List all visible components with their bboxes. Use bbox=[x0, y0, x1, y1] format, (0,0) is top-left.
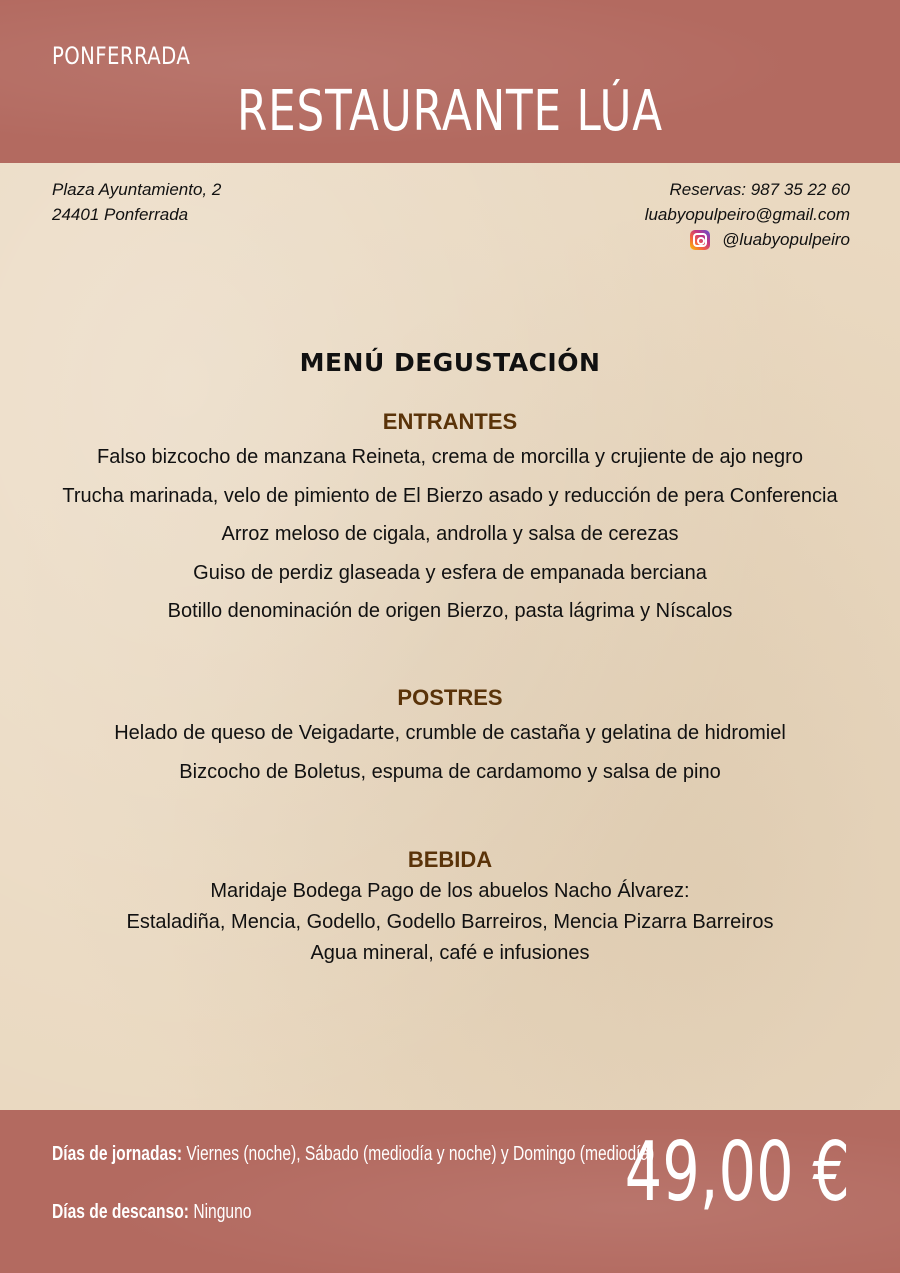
instagram-handle[interactable]: @luabyopulpeiro bbox=[722, 230, 850, 249]
address-line-1: Plaza Ayuntamiento, 2 bbox=[52, 180, 222, 199]
drink-item: Maridaje Bodega Pago de los abuelos Nacho Álvarez: bbox=[210, 880, 690, 902]
jornadas-value: Viernes (noche), Sábado (mediodía y noche) y Domingo (mediodía) bbox=[186, 1143, 655, 1165]
entrantes-list bbox=[0, 438, 900, 631]
header-band bbox=[0, 0, 900, 163]
dish-item: Arroz meloso de cigala, androlla y salsa de cerezas bbox=[221, 523, 679, 545]
phone-text: Reservas: 987 35 22 60 bbox=[669, 180, 850, 199]
price-tag: 49,00 € bbox=[624, 1125, 850, 1220]
drink-item: Estaladiña, Mencia, Godello, Godello Barreiros, Mencia Pizarra Barreiros bbox=[126, 911, 774, 933]
email-link[interactable]: luabyopulpeiro@gmail.com bbox=[644, 205, 850, 224]
postres-list bbox=[0, 714, 900, 791]
address-block bbox=[52, 177, 221, 227]
drink-item: Agua mineral, café e infusiones bbox=[310, 942, 590, 964]
section-heading-postres: POSTRES bbox=[397, 685, 503, 710]
section-heading-entrantes: ENTRANTES bbox=[382, 409, 518, 434]
dish-item: Helado de queso de Veigadarte, crumble de castaña y gelatina de hidromiel bbox=[114, 722, 786, 744]
dish-item: Bizcocho de Boletus, espuma de cardamomo y salsa de pino bbox=[179, 760, 721, 783]
restaurant-name-text: RESTAURANTE LÚA bbox=[237, 79, 663, 144]
bebida-list bbox=[0, 876, 900, 969]
contact-block bbox=[645, 177, 850, 252]
section-heading-bebida: BEBIDA bbox=[407, 847, 493, 872]
descanso-value: Ninguno bbox=[193, 1201, 252, 1223]
descanso-line bbox=[52, 1201, 251, 1224]
descanso-label: Días de descanso: bbox=[52, 1201, 189, 1223]
jornadas-line bbox=[52, 1143, 654, 1166]
instagram-icon bbox=[690, 230, 710, 250]
dish-item: Falso bizcocho de manzana Reineta, crema de morcilla y crujiente de ajo negro bbox=[97, 446, 803, 468]
instagram-row[interactable] bbox=[645, 227, 850, 252]
menu-title: MENÚ DEGUSTACIÓN bbox=[299, 348, 601, 377]
dish-item: Guiso de perdiz glaseada y esfera de empanada berciana bbox=[193, 561, 707, 584]
dish-item: Botillo denominación de origen Bierzo, pasta lágrima y Níscalos bbox=[167, 600, 733, 622]
city-label: PONFERRADA bbox=[52, 42, 191, 70]
jornadas-label: Días de jornadas: bbox=[52, 1143, 183, 1165]
address-line-2: 24401 Ponferrada bbox=[52, 205, 189, 224]
dish-item: Trucha marinada, velo de pimiento de El Bierzo asado y reducción de pera Conferencia bbox=[62, 484, 838, 507]
restaurant-name bbox=[0, 79, 900, 144]
